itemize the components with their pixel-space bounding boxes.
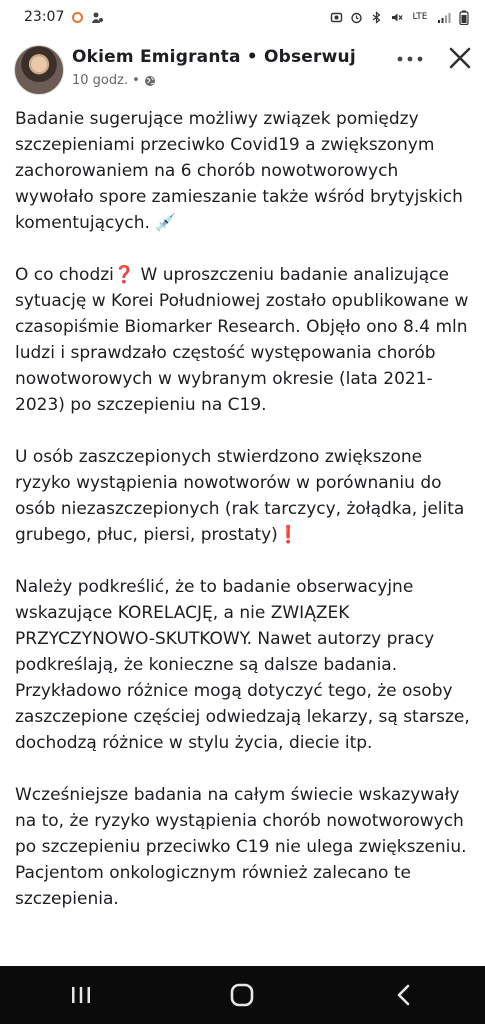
app-notification-icon [90, 10, 104, 24]
exclamation-emoji-icon: ❗ [277, 525, 299, 545]
meta-dot: • [132, 73, 140, 88]
back-icon[interactable] [374, 975, 434, 1015]
paragraph-4 [15, 574, 475, 756]
syringe-emoji-icon: 💉 [155, 213, 177, 233]
signal-icon [437, 10, 451, 24]
system-nav-bar [0, 966, 485, 1024]
paragraph-4-text: Należy podkreślić, że to badanie obserwacyjne wskazujące KORELACJĘ, a nie ZWIĄZEK PRZYCZYNOWO-SKUTKOWY. Nawet autorzy pracy podkreślają, że konieczne są dalsze badania. Przykładowo różnice mogą dotyczyć tego, że osoby zaszczepione częściej odwiedzają lekarzy, są starsze, dochodzą różnice w stylu życia, diecie itp. [15, 577, 470, 753]
question-emoji-icon: ❓ [113, 265, 136, 285]
paragraph-1-text: Badanie sugerujące możliwy związek pomiędzy szczepieniami przeciwko Covid19 a zwiększonym zachorowaniem na 6 chorób nowotworowych wywołało spore zamieszanie także wśród brytyjskich komentujących. [15, 109, 463, 233]
battery-icon [457, 10, 471, 24]
post-time[interactable]: 10 godz. [72, 73, 129, 88]
author-line [72, 47, 356, 67]
paragraph-2-text: W uproszczeniu badanie analizujące sytuację w Korei Południowej zostało opublikowane w czasopiśmie Biomarker Research. Objęło ono 8.4 mln ludzi i sprawdzało częstość występowania chorób nowotworowych w wybranym okresie (lata 2021-2023) po szczepieniu na C19. [15, 265, 469, 415]
screenshot-icon [329, 10, 343, 24]
notification-ring-icon [70, 10, 84, 24]
status-bar [0, 0, 485, 34]
post-header [0, 40, 485, 100]
name-separator: • [246, 47, 258, 67]
bluetooth-icon [369, 10, 383, 24]
author-avatar[interactable] [14, 45, 64, 95]
alarm-icon [349, 10, 363, 24]
paragraph-5 [15, 782, 475, 912]
globe-icon [144, 75, 156, 87]
status-time: 23:07 [24, 9, 65, 25]
paragraph-1 [15, 106, 475, 236]
lte-indicator: LTE [412, 12, 428, 22]
paragraph-3 [15, 444, 475, 548]
follow-button[interactable]: Obserwuj [263, 47, 356, 67]
author-name[interactable]: Okiem Emigranta [72, 47, 241, 67]
post-body [15, 106, 475, 938]
close-icon[interactable] [444, 42, 476, 74]
more-options-icon[interactable] [394, 44, 426, 74]
paragraph-2 [15, 262, 475, 418]
home-icon[interactable] [212, 975, 272, 1015]
paragraph-2-lead: O co chodzi [15, 265, 114, 285]
post-meta [72, 73, 156, 88]
paragraph-5-text: Wcześniejsze badania na całym świecie wskazywały na to, że ryzyko wystąpienia chorób nowotworowych po szczepieniu przeciwko C19 nie ulega zwiększeniu. Pacjentom onkologicznym również zalecano te szczepienia. [15, 785, 467, 909]
mute-icon [389, 10, 403, 24]
paragraph-3-text: U osób zaszczepionych stwierdzono zwiększone ryzyko wystąpienia nowotworów w porównaniu do osób niezaszczepionych (rak tarczycy, żołądka, jelita grubego, płuc, piersi, prostaty) [15, 447, 465, 545]
recents-icon[interactable] [51, 975, 111, 1015]
